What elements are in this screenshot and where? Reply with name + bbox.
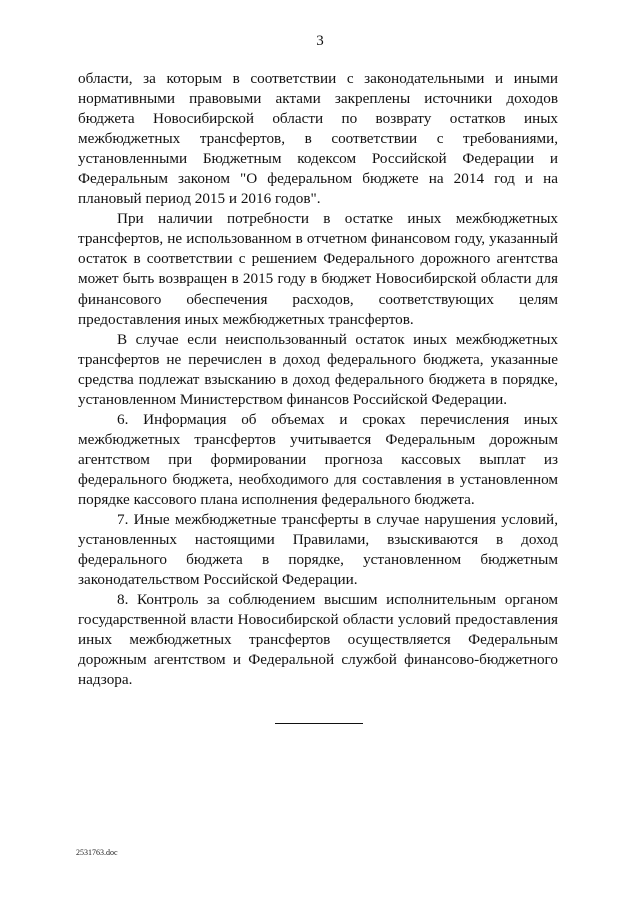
paragraph-continuation: области, за которым в соответствии с законодательными и иными нормативными правовыми актами закреплены источники доходов бюджета Новосибирской области по возврату остатков иных межбюджетных трансфертов, в соответствии с требованиями, установленными Бюджетным кодексом Российской Федерации и Федеральным законом "О федеральном бюджете на 2014 год и на плановый период 2015 и 2016 годов". <box>78 70 558 208</box>
page-number: 3 <box>316 33 324 49</box>
paragraph-item-6: 6. Информация об объемах и сроках перечисления иных межбюджетных трансфертов учитывается Федеральным дорожным агентством при формировании прогноза кассовых выплат из федерального бюджета, необходимого для составления в установленном порядке кассового плана исполнения федерального бюджета. <box>78 410 558 508</box>
closing-divider <box>275 723 363 724</box>
paragraph-item-7: 7. Иные межбюджетные трансферты в случае нарушения условий, установленных настоящими Правилами, взыскиваются в доход федерального бюджета в порядке, установленном бюджетным законодательством Российской Федерации. <box>78 511 558 589</box>
document-code: 2531763.doc <box>76 848 118 857</box>
paragraph-return-of-balance: При наличии потребности в остатке иных межбюджетных трансфертов, не использованном в отчетном финансовом году, указанный остаток в соответствии с решением Федерального дорожного агентства может быть возвращен в 2015 году в бюджет Новосибирской области для финансового обеспечения расходов, соответствующих целям предоставления иных межбюджетных трансфертов. <box>78 210 558 328</box>
paragraph-recovery-of-funds: В случае если неиспользованный остаток иных межбюджетных трансфертов не перечислен в доход федерального бюджета, указанные средства подлежат взысканию в доход федерального бюджета в порядке, установленном Министерством финансов Российской Федерации. <box>78 330 558 408</box>
document-body <box>78 69 558 690</box>
paragraph-item-8: 8. Контроль за соблюдением высшим исполнительным органом государственной власти Новосибирской области условий предоставления иных межбюджетных трансфертов осуществляется Федеральным дорожным агентством и Федеральной службой финансово-бюджетного надзора. <box>78 591 558 689</box>
